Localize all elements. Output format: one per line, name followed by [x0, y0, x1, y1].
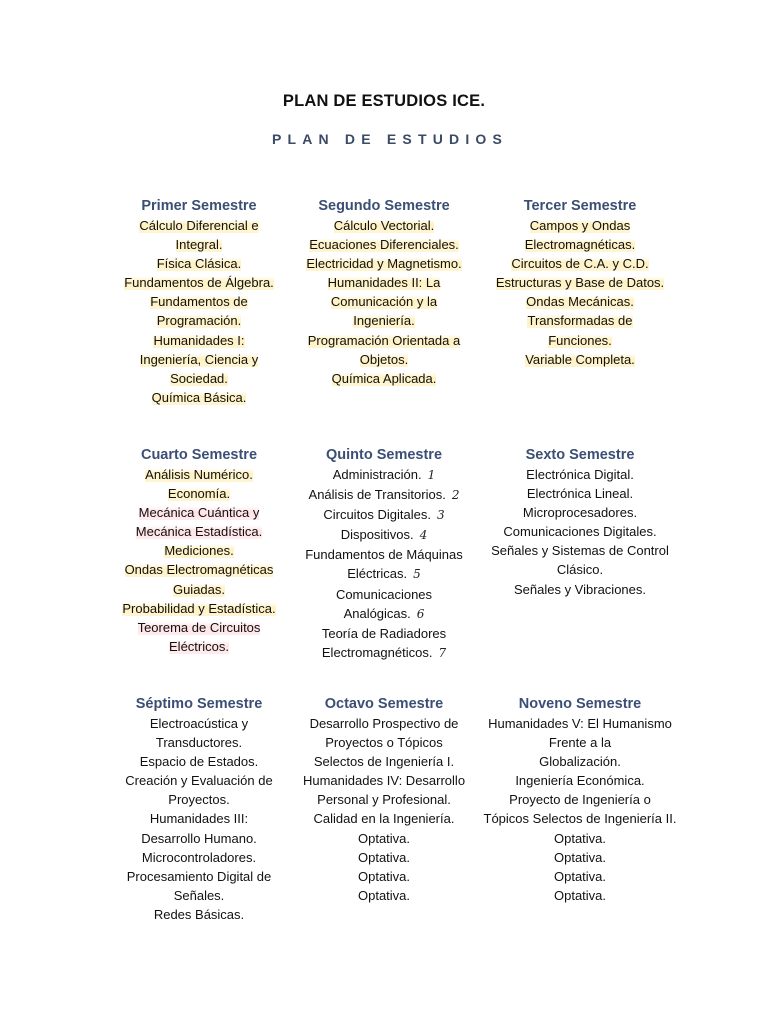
- course-text: Estructuras y Base de Datos.: [495, 275, 665, 291]
- course-line: [284, 848, 484, 867]
- course-text: Ingeniería Económica.: [515, 773, 645, 789]
- course-line: [99, 809, 299, 828]
- course-text: Creación y Evaluación de: [125, 773, 273, 789]
- course-line: [284, 525, 484, 545]
- course-text: Procesamiento Digital de: [126, 868, 272, 884]
- course-text: Teoría de Radiadores: [321, 625, 447, 641]
- course-text: Calidad en la Ingeniería.: [313, 811, 455, 827]
- course-line: [284, 505, 484, 525]
- course-line: [480, 714, 680, 733]
- course-line: [99, 331, 299, 350]
- course-line: [99, 848, 299, 867]
- course-text: Optativa.: [553, 849, 607, 865]
- course-text: Probabilidad y Estadística.: [122, 600, 276, 616]
- course-line: [284, 624, 484, 643]
- course-text: Fundamentos de: [150, 294, 248, 310]
- course-line: [284, 273, 484, 292]
- course-line: [99, 503, 299, 522]
- course-text: Proyecto de Ingeniería o: [509, 792, 651, 808]
- semester-block: [480, 196, 680, 369]
- course-line: [99, 273, 299, 292]
- semester-block: [480, 694, 680, 905]
- course-text: Ondas Electromagnéticas: [124, 562, 274, 578]
- course-line: [480, 273, 680, 292]
- course-text: Ingeniería, Ciencia y: [139, 351, 259, 367]
- course-text: Proyectos.: [168, 792, 230, 808]
- semester-heading: Cuarto Semestre: [140, 447, 258, 463]
- course-line: [480, 311, 680, 330]
- course-line: [99, 216, 299, 235]
- course-line: [480, 503, 680, 522]
- handwritten-number: 4: [419, 528, 428, 543]
- course-line: [99, 829, 299, 848]
- course-line: [99, 388, 299, 407]
- course-line: [99, 292, 299, 311]
- course-line: [99, 560, 299, 579]
- course-text: Programación Orientada a: [307, 332, 461, 348]
- course-text: Fundamentos de Álgebra.: [124, 275, 274, 291]
- course-line: [480, 541, 680, 560]
- course-text: Electrónica Digital.: [526, 467, 634, 482]
- semester-heading: Tercer Semestre: [523, 198, 637, 214]
- handwritten-number: 1: [427, 468, 436, 482]
- course-text: Administración.: [332, 467, 422, 482]
- course-text: Electromagnéticas.: [524, 237, 636, 253]
- course-text: Optativa.: [357, 868, 411, 884]
- course-text: Eléctricas.: [347, 566, 408, 582]
- course-text: Optativa.: [553, 868, 607, 884]
- course-text: Señales y Sistemas de Control: [491, 543, 669, 559]
- course-text: Integral.: [175, 237, 223, 253]
- course-line: [480, 350, 680, 369]
- course-text: Mediciones.: [164, 543, 234, 559]
- handwritten-number: 3: [437, 508, 445, 523]
- course-line: [284, 714, 484, 733]
- course-line: [99, 350, 299, 369]
- course-line: [284, 733, 484, 752]
- course-line: [284, 867, 484, 886]
- course-text: Electromagnéticos.: [321, 644, 433, 660]
- course-text: Transductores.: [155, 735, 243, 751]
- course-text: Personal y Profesional.: [317, 792, 451, 808]
- course-line: [284, 350, 484, 369]
- course-text: Variable Completa.: [525, 351, 635, 367]
- course-line: [284, 369, 484, 388]
- course-line: [480, 522, 680, 541]
- semester-block: [99, 694, 299, 924]
- course-line: [480, 484, 680, 503]
- course-text: Ondas Mecánicas.: [526, 294, 634, 310]
- course-text: Optativa.: [357, 830, 411, 846]
- course-line: [480, 292, 680, 311]
- course-line: [99, 867, 299, 886]
- course-text: Electricidad y Magnetismo.: [306, 256, 462, 272]
- course-line: [99, 311, 299, 330]
- course-line: [284, 254, 484, 273]
- course-line: [99, 771, 299, 790]
- course-text: Cálculo Diferencial e: [139, 218, 259, 233]
- course-line: [284, 292, 484, 311]
- course-line: [480, 809, 680, 828]
- course-line: [284, 485, 484, 505]
- semester-heading: Séptimo Semestre: [135, 696, 263, 712]
- course-text: Circuitos de C.A. y C.D.: [511, 256, 649, 272]
- course-text: Optativa.: [357, 887, 411, 903]
- course-line: [284, 465, 484, 485]
- course-text: Mecánica Cuántica y: [138, 505, 260, 521]
- course-line: [99, 599, 299, 618]
- course-text: Comunicación y la: [330, 294, 438, 310]
- course-line: [99, 580, 299, 599]
- course-text: Comunicaciones Digitales.: [503, 524, 657, 540]
- course-line: [480, 560, 680, 579]
- course-text: Electroacústica y: [149, 716, 249, 731]
- course-line: [284, 771, 484, 790]
- course-line: [99, 752, 299, 771]
- course-text: Campos y Ondas: [529, 218, 631, 233]
- course-text: Humanidades V: El Humanismo: [488, 716, 672, 731]
- course-text: Desarrollo Humano.: [141, 830, 257, 846]
- course-text: Desarrollo Prospectivo de: [309, 716, 459, 731]
- handwritten-number: 2: [451, 488, 460, 503]
- course-text: Programación.: [156, 313, 242, 329]
- course-line: [99, 465, 299, 484]
- course-line: [99, 522, 299, 541]
- course-text: Microprocesadores.: [522, 505, 638, 521]
- course-text: Humanidades III:: [149, 811, 249, 827]
- course-text: Química Básica.: [151, 389, 247, 405]
- course-text: Tópicos Selectos de Ingeniería II.: [483, 811, 677, 827]
- course-text: Señales.: [173, 887, 225, 903]
- course-text: Microcontroladores.: [141, 849, 257, 865]
- course-line: [480, 867, 680, 886]
- course-line: [480, 580, 680, 599]
- course-line: [284, 235, 484, 254]
- course-line: [99, 254, 299, 273]
- course-line: [99, 714, 299, 733]
- course-text: Fundamentos de Máquinas: [305, 547, 463, 563]
- semester-block: [284, 694, 484, 905]
- course-text: Proyectos o Tópicos: [325, 735, 443, 751]
- course-text: Humanidades IV: Desarrollo: [302, 773, 466, 789]
- handwritten-number: 7: [438, 645, 447, 660]
- course-line: [99, 905, 299, 924]
- course-text: Análisis de Transitorios.: [308, 487, 446, 503]
- handwritten-number: 6: [416, 606, 425, 621]
- course-line: [284, 809, 484, 828]
- course-line: [480, 848, 680, 867]
- course-line: [284, 752, 484, 771]
- semester-heading: Noveno Semestre: [518, 696, 642, 712]
- semester-block: [284, 196, 484, 388]
- course-text: Sociedad.: [170, 370, 228, 386]
- course-text: Globalización.: [539, 754, 621, 770]
- course-text: Redes Básicas.: [153, 906, 245, 922]
- course-line: [480, 752, 680, 771]
- course-line: [480, 790, 680, 809]
- semester-heading: Segundo Semestre: [318, 198, 450, 214]
- semester-heading: Sexto Semestre: [525, 447, 635, 463]
- semester-block: [99, 196, 299, 407]
- course-line: [99, 886, 299, 905]
- course-text: Optativa.: [357, 849, 411, 865]
- course-line: [284, 216, 484, 235]
- course-text: Clásico.: [556, 562, 604, 578]
- semester-heading: Primer Semestre: [141, 198, 257, 214]
- course-text: Economía.: [167, 486, 231, 502]
- course-text: Objetos.: [359, 351, 409, 367]
- course-line: [284, 311, 484, 330]
- course-text: Transformadas de: [527, 313, 633, 329]
- semester-heading: Quinto Semestre: [325, 447, 443, 463]
- course-line: [99, 618, 299, 637]
- course-text: Analógicas.: [343, 605, 411, 621]
- course-text: Optativa.: [553, 830, 607, 846]
- course-line: [99, 235, 299, 254]
- course-line: [284, 829, 484, 848]
- course-line: [284, 564, 484, 584]
- course-line: [99, 637, 299, 656]
- course-text: Eléctricos.: [169, 638, 229, 654]
- semester-block: [99, 445, 299, 656]
- course-text: Funciones.: [548, 332, 612, 348]
- course-line: [99, 790, 299, 809]
- course-line: [284, 545, 484, 564]
- course-line: [480, 733, 680, 752]
- course-text: Física Clásica.: [156, 256, 242, 272]
- semester-heading: Octavo Semestre: [324, 696, 444, 712]
- course-line: [284, 604, 484, 624]
- course-text: Optativa.: [553, 887, 607, 903]
- document-title: PLAN DE ESTUDIOS ICE.: [282, 92, 486, 110]
- course-line: [284, 585, 484, 604]
- course-line: [99, 541, 299, 560]
- course-text: Mecánica Estadística.: [135, 524, 263, 540]
- course-text: Electrónica Lineal.: [526, 486, 634, 502]
- course-line: [284, 331, 484, 350]
- course-line: [480, 254, 680, 273]
- course-text: Comunicaciones: [335, 586, 433, 602]
- course-line: [480, 771, 680, 790]
- course-text: Guiadas.: [172, 581, 226, 597]
- course-text: Dispositivos.: [340, 527, 414, 543]
- semester-block: [284, 445, 484, 663]
- course-line: [284, 790, 484, 809]
- course-text: Química Aplicada.: [331, 370, 437, 386]
- course-line: [480, 331, 680, 350]
- course-line: [480, 235, 680, 254]
- course-text: Espacio de Estados.: [139, 754, 259, 770]
- course-line: [99, 484, 299, 503]
- course-text: Selectos de Ingeniería I.: [313, 754, 455, 770]
- course-text: Cálculo Vectorial.: [333, 218, 435, 233]
- course-text: Frente a la: [548, 735, 612, 751]
- course-text: Humanidades I:: [153, 332, 245, 348]
- course-text: Ecuaciones Diferenciales.: [309, 237, 459, 253]
- course-text: Ingeniería.: [353, 313, 415, 329]
- course-line: [99, 733, 299, 752]
- course-line: [284, 643, 484, 663]
- document-subtitle: PLAN DE ESTUDIOS: [271, 131, 509, 147]
- course-text: Circuitos Digitales.: [323, 507, 431, 523]
- course-line: [480, 829, 680, 848]
- course-line: [99, 369, 299, 388]
- course-text: Humanidades II: La: [327, 275, 441, 291]
- course-line: [284, 886, 484, 905]
- course-line: [480, 886, 680, 905]
- course-line: [480, 465, 680, 484]
- course-line: [480, 216, 680, 235]
- semester-block: [480, 445, 680, 599]
- course-text: Teorema de Circuitos: [137, 619, 261, 635]
- course-text: Señales y Vibraciones.: [513, 581, 646, 597]
- handwritten-number: 5: [413, 567, 421, 582]
- course-text: Análisis Numérico.: [145, 467, 253, 482]
